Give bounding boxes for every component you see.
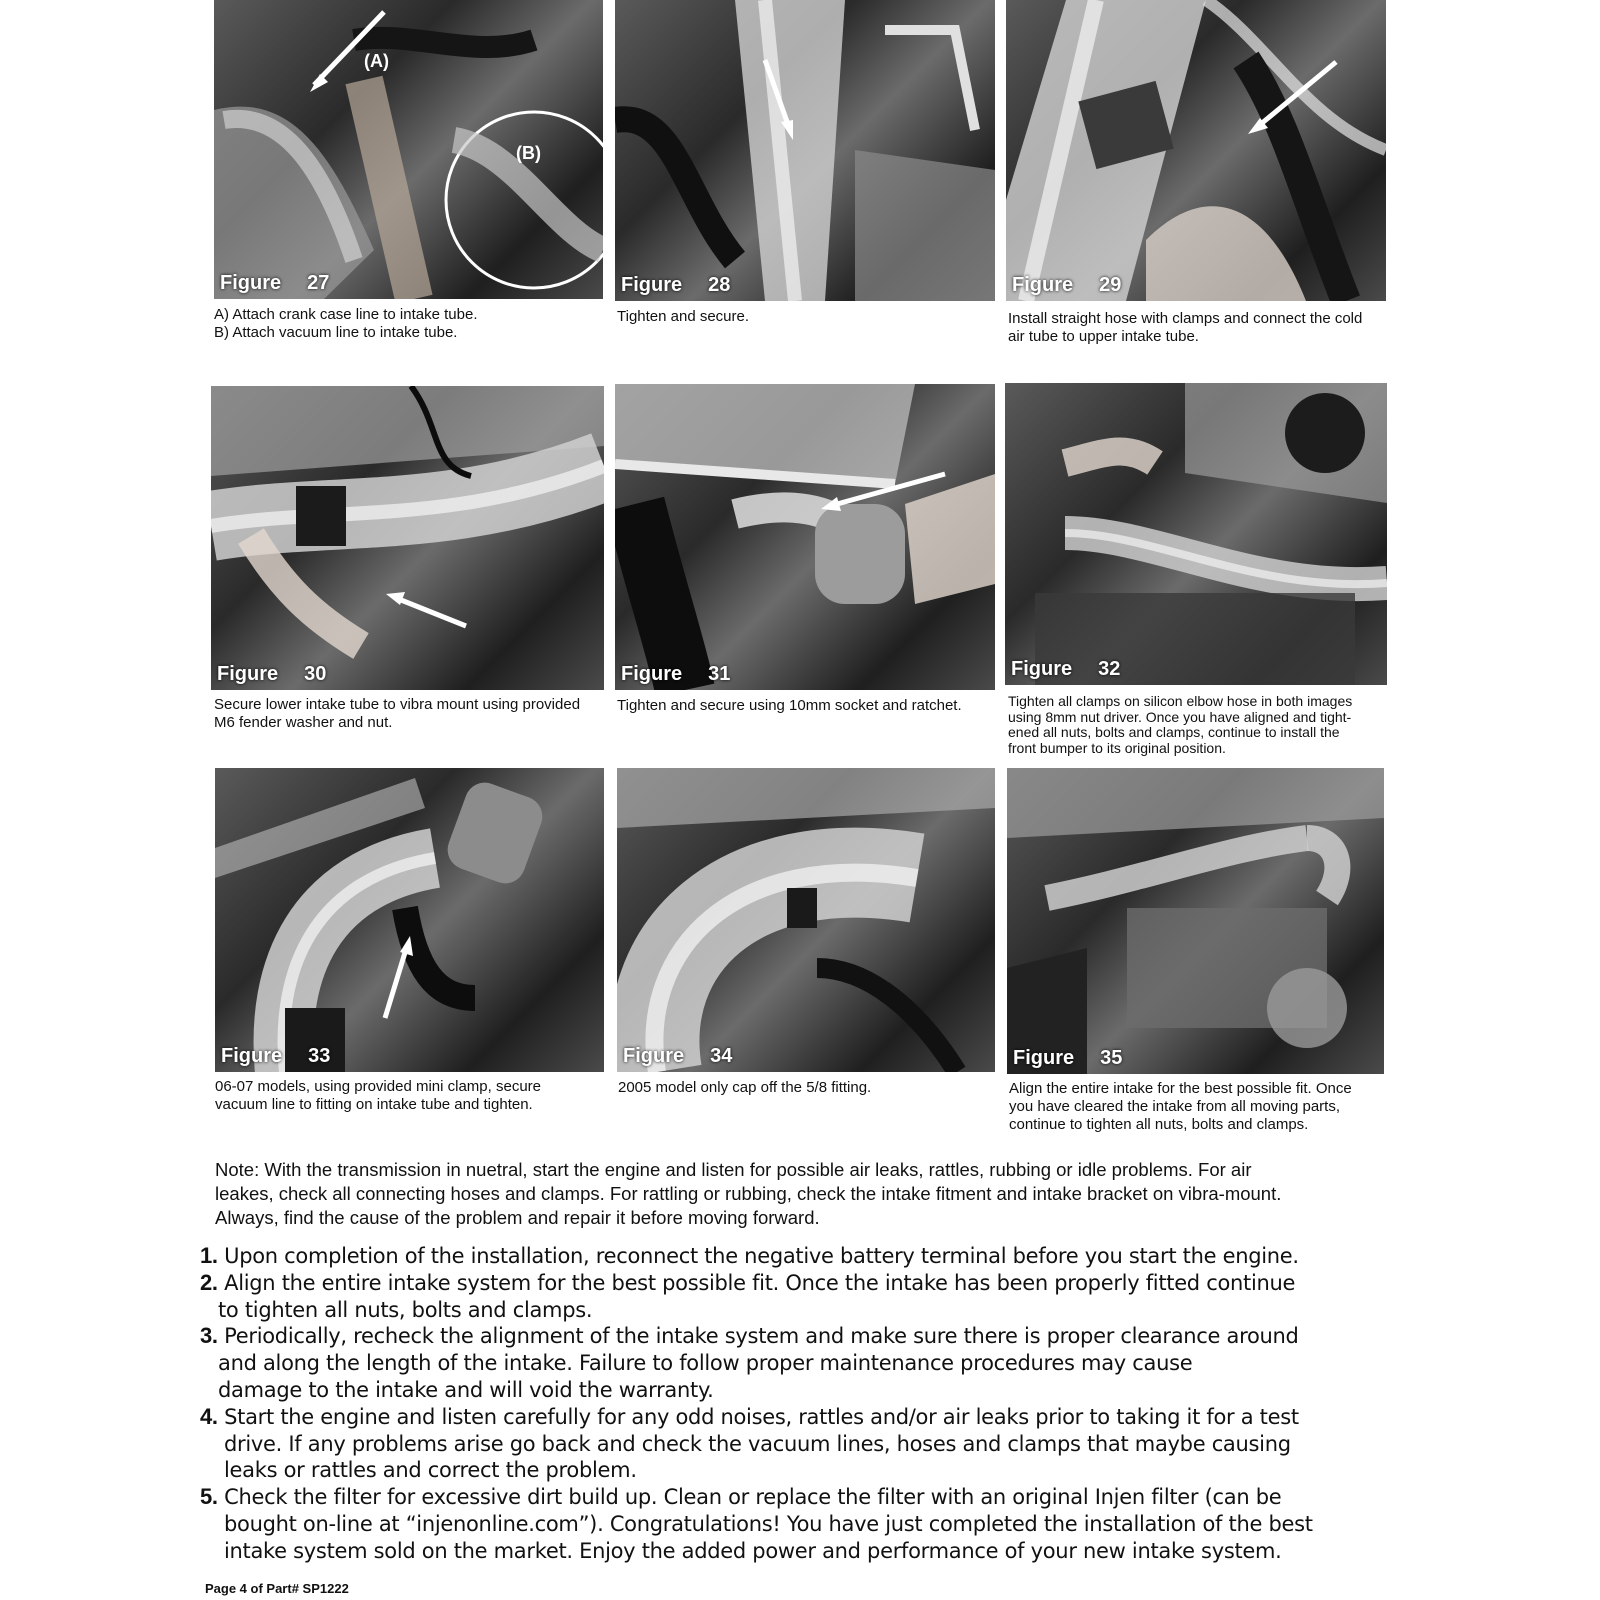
figure-28-caption: Tighten and secure. bbox=[617, 308, 750, 325]
figure-31-caption: Tighten and secure using 10mm socket and ratchet. bbox=[617, 697, 962, 714]
figure-27-caption: A) Attach crank case line to intake tube. B) Attach vacuum line to intake tube. bbox=[214, 306, 478, 341]
engine-bay-photo-28 bbox=[615, 0, 995, 301]
step-2: 2. Align the entire intake system for the best possible fit. Once the intake has been properly fitted continue to tighten all nuts, bolts and clamps. bbox=[200, 1269, 1296, 1322]
engine-bay-photo-30 bbox=[211, 386, 604, 690]
callout-a: (A) bbox=[364, 51, 389, 71]
figure-30-caption: Secure lower intake tube to vibra mount using provided M6 fender washer and nut. bbox=[214, 696, 581, 731]
figure-27-photo bbox=[214, 0, 603, 299]
figure-label: Figure 32 bbox=[1011, 658, 1121, 680]
figure-31-photo bbox=[615, 384, 995, 690]
figure-label: Figure 29 bbox=[1012, 274, 1122, 296]
step-3: 3. Periodically, recheck the alignment of the intake system and make sure there is proper clearance around and along the length of the intake. Failure to follow proper maintenance procedures may cause damage to the intake and will void the warranty. bbox=[200, 1323, 1299, 1402]
figure-label: Figure 33 bbox=[221, 1045, 331, 1067]
figure-label: Figure 31 bbox=[621, 663, 731, 685]
figure-33-photo bbox=[215, 768, 604, 1072]
figure-32-photo bbox=[1005, 383, 1387, 685]
figure-label: Figure 34 bbox=[623, 1045, 733, 1067]
engine-bay-photo-32 bbox=[1005, 383, 1387, 685]
figure-33-caption: 06-07 models, using provided mini clamp, secure vacuum line to fitting on intake tube and tighten. bbox=[215, 1078, 541, 1113]
figure-34-caption: 2005 model only cap off the 5/8 fitting. bbox=[618, 1079, 872, 1096]
page-footer: Page 4 of Part# SP1222 bbox=[205, 1581, 349, 1596]
figure-29-caption: Install straight hose with clamps and connect the cold air tube to upper intake tube. bbox=[1008, 310, 1363, 345]
figure-29-photo bbox=[1006, 0, 1386, 301]
engine-bay-photo-33 bbox=[215, 768, 604, 1072]
figure-30-photo bbox=[211, 386, 604, 690]
engine-bay-photo-29 bbox=[1006, 0, 1386, 301]
figure-label: Figure 28 bbox=[621, 274, 731, 296]
figure-label: Figure 27 bbox=[220, 272, 330, 294]
note-paragraph: Note: With the transmission in nuetral, start the engine and listen for possible air leaks, rattles, rubbing or idle problems. For air leakes, check all connecting hoses and clamps. For rattling or rubbing, check the intake fitment and intake bracket on vibra-mount. Always, find the cause of the problem and repair it before moving forward. bbox=[215, 1159, 1282, 1228]
figure-34-photo bbox=[617, 768, 995, 1072]
figure-label: Figure 35 bbox=[1013, 1047, 1123, 1069]
engine-bay-photo-34 bbox=[617, 768, 995, 1072]
figure-35-photo bbox=[1007, 768, 1384, 1074]
callout-b: (B) bbox=[516, 143, 541, 163]
final-steps-list bbox=[200, 1243, 1580, 1565]
figure-32-caption: Tighten all clamps on silicon elbow hose in both images using 8mm nut driver. Once you have aligned and tight- ened all nuts, bolts and clamps, continue to install the front bumper to its original position. bbox=[1008, 693, 1353, 756]
engine-bay-photo-27 bbox=[214, 0, 603, 299]
step-5: 5. Check the filter for excessive dirt build up. Clean or replace the filter with an original Injen filter (can be bought on-line at “injenonline.com”). Congratulations! You have just completed the installation of the best intake system sold on the market. Enjoy the added power and performance of your new intake system. bbox=[200, 1484, 1313, 1563]
engine-bay-photo-31 bbox=[615, 384, 995, 690]
step-4: 4. Start the engine and listen carefully for any odd noises, rattles and/or air leaks prior to taking it for a test drive. If any problems arise go back and check the vacuum lines, hoses and clamps that maybe causing leaks or rattles and correct the problem. bbox=[200, 1403, 1299, 1483]
step-1: 1. Upon completion of the installation, reconnect the negative battery terminal before you start the engine. bbox=[200, 1243, 1299, 1268]
engine-bay-photo-35 bbox=[1007, 768, 1384, 1074]
figure-28-photo bbox=[615, 0, 995, 301]
figure-35-caption: Align the entire intake for the best possible fit. Once you have cleared the intake from all moving parts, continue to tighten all nuts, bolts and clamps. bbox=[1009, 1080, 1352, 1133]
figure-label: Figure 30 bbox=[217, 663, 327, 685]
